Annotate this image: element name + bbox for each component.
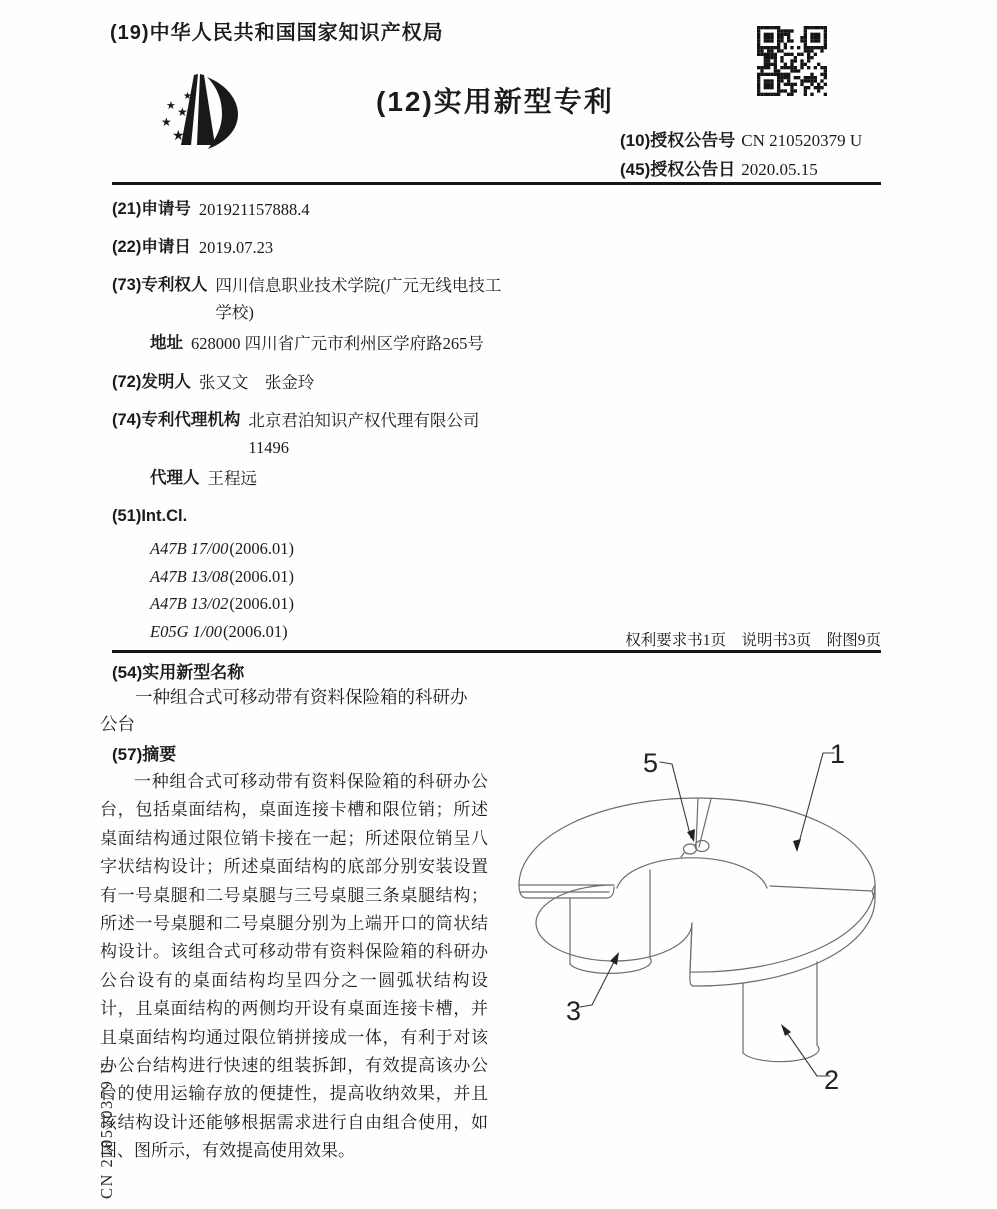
leader-lines	[580, 753, 834, 1076]
figure-label-5: 5	[643, 748, 659, 778]
pages-summary: 权利要求书1页 说明书3页 附图9页	[625, 632, 881, 649]
star-icon: ★	[166, 100, 176, 112]
desk-seam-top	[696, 798, 711, 847]
field-label: (72)发明人	[112, 373, 191, 391]
publication-date-line	[620, 155, 862, 184]
figure-label-1: 1	[830, 739, 846, 769]
agency-row	[112, 407, 508, 461]
desk-left-edge-band	[519, 885, 614, 898]
field-value: 张又文 张金玲	[198, 373, 315, 392]
star-icon: ★	[177, 105, 188, 119]
application-date-row	[112, 234, 508, 261]
pub-no-label: (10)授权公告号	[620, 131, 736, 150]
pub-no-value: CN 210520379 U	[741, 131, 863, 150]
abstract-section-label: (57)摘要	[112, 745, 177, 764]
field-label: (73)专利权人	[112, 276, 208, 294]
horizontal-rule-middle	[112, 650, 881, 653]
ipc-code-row	[150, 536, 508, 563]
cnipa-logo	[160, 72, 248, 154]
ipc-code: E05G 1/00	[150, 621, 222, 641]
field-label: (22)申请日	[112, 238, 191, 256]
patentee-row	[112, 272, 508, 326]
application-number-row	[112, 196, 508, 223]
limit-pin	[681, 841, 709, 858]
document-kind-title: (12)实用新型专利	[376, 86, 614, 117]
leader-arrowheads	[610, 829, 801, 1036]
star-icon: ★	[161, 115, 172, 129]
figure-label-3: 3	[566, 996, 582, 1026]
ipc-code: A47B 13/08	[150, 566, 229, 586]
pub-date-value: 2020.05.15	[741, 160, 818, 179]
patent-drawing	[500, 735, 997, 1205]
ipc-code-row	[150, 591, 508, 618]
star-icon: ★	[172, 129, 185, 144]
ipc-code: A47B 13/02	[150, 594, 229, 613]
field-label: (21)申请号	[112, 200, 191, 218]
publication-number-line	[620, 126, 862, 155]
field-value: 628000 四川省广元市利州区学府路265号	[191, 334, 484, 353]
field-value: 王程远	[207, 469, 257, 488]
agent-row	[150, 465, 508, 492]
inventors-row	[112, 369, 508, 396]
horizontal-rule-top	[112, 182, 881, 185]
field-value: 2019.07.23	[198, 238, 274, 257]
field-label: 代理人	[150, 469, 200, 487]
ipc-version: (2006.01)	[222, 621, 288, 641]
issuing-office-title: (19)中华人民共和国国家知识产权局	[110, 22, 444, 44]
pub-date-label: (45)授权公告日	[620, 160, 736, 179]
ipc-version: (2006.01)	[229, 594, 294, 613]
ipc-version: (2006.01)	[229, 566, 294, 586]
desk-leg-right	[743, 962, 819, 1062]
bibliographic-data	[112, 196, 508, 646]
address-row	[150, 330, 508, 357]
field-value: 201921157888.4	[198, 200, 310, 219]
field-label: 地址	[150, 334, 183, 352]
field-value: 北京君泊知识产权代理有限公司 11496	[248, 411, 480, 457]
title-section-label: (54)实用新型名称	[112, 663, 245, 682]
ipc-code: A47B 17/00	[150, 539, 229, 558]
abstract-text: 一种组合式可移动带有资料保险箱的科研办公台，包括桌面结构，桌面连接卡槽和限位销；所述桌面结构通过限位销卡接在一起；所述限位销呈八字状结构设计；所述桌面结构的底部分别安装设置有一号桌腿和二号桌腿与三号桌腿三条桌腿结构；所述一号桌腿和二号桌腿分别为上端开口的筒状结构设计。该组合式可移动带有资料保险箱的科研办公台设有的桌面结构均呈四分之一圆弧状结构设计，且桌面结构的两侧均开设有桌面连接卡槽，并且桌面结构均通过限位销拼接成一体，有利于对该办公台结构进行快速的组装拆卸，有效提高该办公台的使用运输存放的便捷性，提高收纳效果，并且该结构设计还能够根据需求进行自由组合使用，如图、图所示，有效提高使用效果。	[100, 772, 488, 1161]
desk-inner-wall	[617, 858, 767, 888]
utility-model-title: 一种组合式可移动带有资料保险箱的科研办公台	[100, 687, 468, 734]
field-label: (74)专利代理机构	[112, 411, 241, 429]
qr-code	[757, 26, 827, 96]
publication-numbers	[620, 126, 862, 184]
ipc-code-row	[150, 564, 508, 591]
field-value: 四川信息职业技术学院(广元无线电技工学校)	[215, 276, 502, 322]
desk-seam-right	[770, 885, 875, 898]
int-cl-row	[112, 503, 508, 530]
desk-rim	[690, 885, 875, 986]
field-label: (51)Int.Cl.	[112, 507, 188, 525]
star-icon: ★	[183, 91, 192, 102]
figure-label-2: 2	[824, 1065, 840, 1095]
ipc-code-row	[150, 619, 508, 646]
ipc-version: (2006.01)	[229, 539, 294, 558]
logo-shapes	[161, 74, 238, 149]
edge-publication-number: CN 210520379 U	[97, 1060, 116, 1199]
